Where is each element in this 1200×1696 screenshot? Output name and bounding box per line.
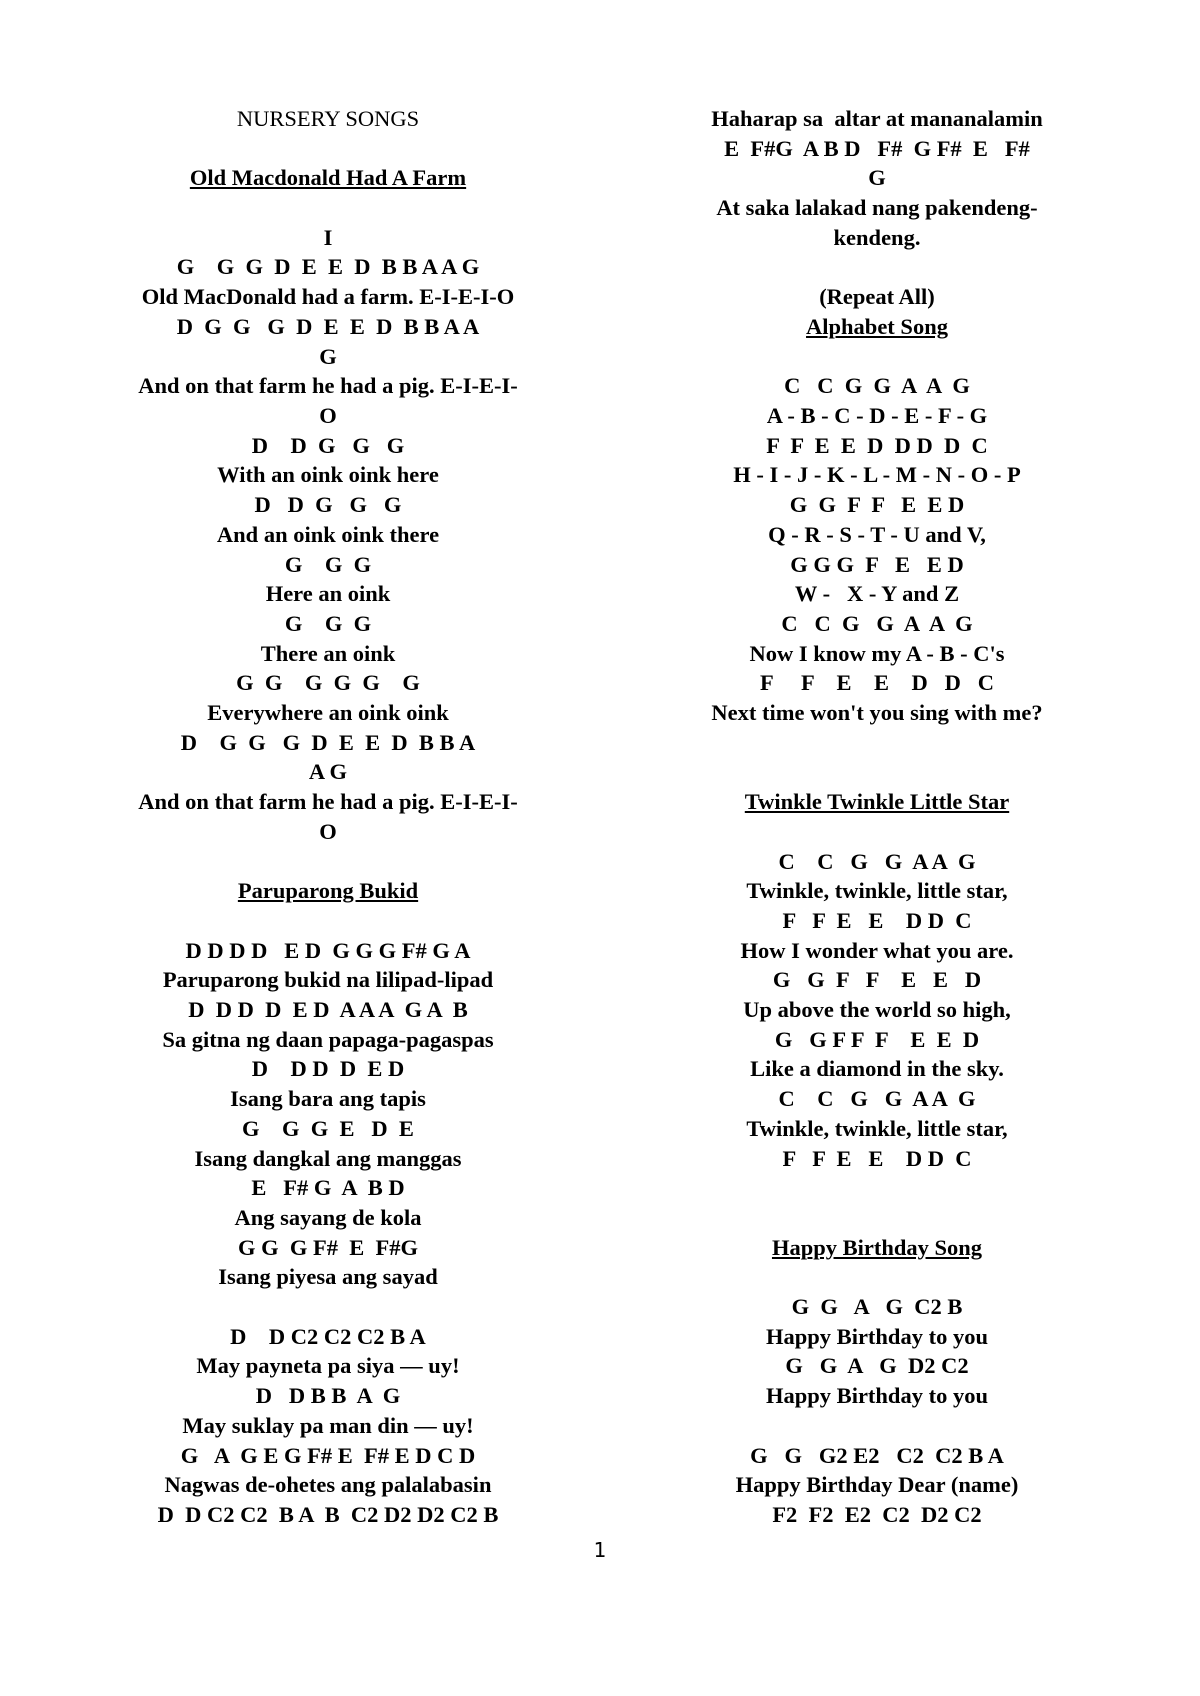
- chord-line: D D G G G: [254, 492, 402, 518]
- blank-line: [652, 1203, 1102, 1233]
- song-title: Twinkle Twinkle Little Star: [744, 789, 1010, 815]
- chord-line: G G A G C2 B: [791, 1294, 963, 1319]
- blank-line: [652, 253, 1102, 283]
- lyric-line: A - B - C - D - E - F - G: [766, 403, 988, 428]
- right-column: [652, 104, 1102, 1530]
- blank-line: [103, 193, 553, 223]
- lyric-line: Isang piyesa ang sayad: [218, 1264, 438, 1290]
- blank-line: [652, 342, 1102, 372]
- lyric-line: There an oink: [260, 640, 396, 666]
- left-column: [103, 104, 553, 1530]
- song-title: Happy Birthday Song: [771, 1234, 983, 1260]
- chord-line: C C G G A A G: [781, 610, 973, 636]
- chord-line: G G G: [284, 551, 372, 577]
- chord-line: G A G E G F# E F# E D C D: [180, 1442, 476, 1468]
- lyric-line: I: [323, 224, 333, 250]
- lyric-line: Happy Birthday to you: [766, 1383, 988, 1409]
- chord-line: C C G G A A G: [778, 1086, 976, 1112]
- chord-line: G G G F# E F#G: [238, 1234, 418, 1260]
- lyric-line: H - I - J - K - L - M - N - O - P: [733, 462, 1021, 488]
- lyric-line: How I wonder what you are.: [740, 937, 1014, 963]
- lyric-line: Up above the world so high,: [743, 997, 1011, 1023]
- chord-line: G G G E D E: [242, 1115, 414, 1141]
- chord-line: D G G G D E E D B B A: [180, 729, 476, 755]
- lyric-line: May suklay pa man din — uy!: [182, 1412, 474, 1438]
- blank-line: [103, 906, 553, 936]
- blank-line: [103, 847, 553, 877]
- chord-line: E F# G A B D: [251, 1175, 405, 1201]
- lyric-line: Haharap sa altar at mananalamin: [711, 106, 1043, 131]
- chord-line: G G G: [284, 610, 372, 636]
- lyric-line: Nagwas de-ohetes ang palalabasin: [164, 1472, 492, 1498]
- lyric-line: Paruparong bukid na lilipad-lipad: [162, 967, 494, 993]
- lyric-line: And an oink oink there: [216, 521, 440, 547]
- chord-line: A G: [308, 759, 348, 785]
- chord-line: D D D D E D: [251, 1056, 405, 1082]
- lyric-line: With an oink oink here: [217, 462, 439, 488]
- chord-line: D D D D E D A A A G A B: [188, 997, 468, 1023]
- lyric-line: Ang sayang de kola: [234, 1204, 422, 1230]
- chord-line: G G F F E E D: [772, 967, 982, 993]
- lyric-line: Happy Birthday Dear (name): [735, 1472, 1019, 1498]
- lyric-line: Isang bara ang tapis: [230, 1086, 426, 1112]
- blank-line: [103, 134, 553, 164]
- song-title: Old Macdonald Had A Farm: [189, 165, 467, 191]
- lyric-line: Twinkle, twinkle, little star,: [746, 878, 1008, 904]
- blank-line: [652, 757, 1102, 787]
- chord-line: F F E E D D C: [760, 670, 994, 696]
- blank-line: [652, 1411, 1102, 1441]
- chord-line: D D D D E D G G G F# G A: [185, 937, 471, 963]
- chord-line: G G G F E E D: [790, 551, 964, 577]
- lyric-line: And on that farm he had a pig. E-I-E-I-: [138, 789, 518, 815]
- blank-line: [652, 728, 1102, 758]
- lyric-line: Isang dangkal ang manggas: [194, 1145, 462, 1171]
- lyric-line: Q - R - S - T - U and V,: [768, 521, 986, 547]
- lyric-line: Next time won't you sing with me?: [711, 700, 1043, 726]
- lyric-line: Old MacDonald had a farm. E-I-E-I-O: [141, 284, 515, 310]
- lyric-line: May payneta pa siya — uy!: [196, 1353, 460, 1379]
- chord-line: F F E E D D C: [782, 907, 972, 933]
- chord-line: G G F F E E D: [789, 492, 965, 518]
- chord-line: F F E E D D C: [782, 1145, 972, 1171]
- chord-line: D D C2 C2 C2 B A: [230, 1323, 426, 1349]
- chord-line: G: [319, 343, 337, 369]
- lyric-line: O: [319, 818, 337, 844]
- chord-line: G G G G G G: [236, 670, 420, 696]
- chord-line: G G F F F E E D: [774, 1026, 980, 1052]
- lyric-line: At saka lalakad nang pakendeng-: [716, 195, 1038, 221]
- chord-line: D D C2 C2 B A B C2 D2 D2 C2 B: [157, 1501, 499, 1527]
- lyric-line: And on that farm he had a pig. E-I-E-I-: [138, 373, 518, 399]
- lyric-line: Now I know my A - B - C's: [749, 640, 1005, 666]
- lyric-line: W - X - Y and Z: [794, 581, 960, 607]
- lyric-line: Happy Birthday to you: [766, 1323, 988, 1349]
- chord-line: C C G G A A G: [778, 848, 976, 874]
- chord-line: D G G G D E E D B B A A: [176, 313, 480, 339]
- lyric-line: O: [319, 403, 337, 428]
- blank-line: [652, 1262, 1102, 1292]
- chord-line: F F E E D D D D C: [766, 432, 988, 458]
- chord-line: G G G2 E2 C2 C2 B A: [750, 1442, 1004, 1468]
- chord-line: D D G G G: [251, 432, 405, 458]
- document-title: NURSERY SONGS: [236, 106, 420, 131]
- chord-line: G: [868, 165, 886, 191]
- lyric-line: Everywhere an oink oink: [207, 700, 449, 726]
- blank-line: [652, 1173, 1102, 1203]
- lyric-line: Sa gitna ng daan papaga-pagaspas: [162, 1026, 494, 1052]
- chord-line: E F#G A B D F# G F# E F#: [724, 135, 1030, 161]
- chord-line: F2 F2 E2 C2 D2 C2: [772, 1501, 982, 1527]
- page-number: 1: [593, 1538, 607, 1562]
- song-title: Alphabet Song: [806, 313, 948, 339]
- lyric-line: Here an oink: [265, 581, 391, 607]
- lyric-line: Twinkle, twinkle, little star,: [746, 1115, 1008, 1141]
- blank-line: [103, 1292, 553, 1322]
- blank-line: [652, 817, 1102, 847]
- lyric-line: (Repeat All): [819, 284, 935, 310]
- lyric-line: kendeng.: [833, 224, 921, 250]
- lyric-line: Like a diamond in the sky.: [750, 1056, 1004, 1082]
- chord-line: D D B B A G: [255, 1383, 401, 1409]
- chord-line: C C G G A A G: [784, 373, 970, 399]
- song-title: Paruparong Bukid: [237, 878, 419, 904]
- chord-line: G G A G D2 C2: [785, 1353, 969, 1379]
- chord-line: G G G D E E D B B A A G: [176, 254, 480, 280]
